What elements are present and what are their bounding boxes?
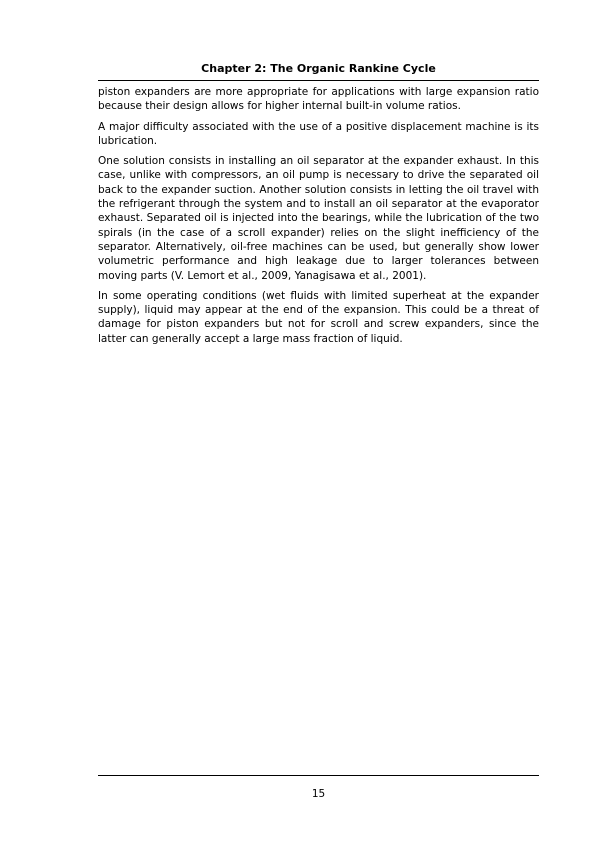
- paragraph-lubrication-difficulty: A major difficulty associated with the use of a positive displacement machine is its lubrication.: [98, 120, 539, 147]
- body-text: [98, 85, 539, 352]
- paragraph-wet-fluids: In some operating conditions (wet fluids with limited superheat at the expander supply), liquid may appear at the end of the expansion. This could be a threat of damage for piston expanders but not for scroll and screw expanders, since the latter can generally accept a large mass fraction of liquid.: [98, 289, 539, 345]
- running-header: Chapter 2: The Organic Rankine Cycle: [201, 62, 436, 75]
- paragraph-oil-separator: One solution consists in installing an oil separator at the expander exhaust. In this case, unlike with compressors, an oil pump is necessary to drive the separated oil back to the expander suction. Another solution consists in letting the oil travel with the refrigerant through the system and to install an oil separator at the evaporator exhaust. Separated oil is injected into the bearings, while the lubrication of the two spirals (in the case of a scroll expander) relies on the slight inefficiency of the separator. Alternatively, oil-free machines can be used, but generally show lower volumetric performance and high leakage due to larger tolerances between moving parts (V. Lemort et al., 2009, Yanagisawa et al., 2001).: [98, 155, 539, 282]
- paragraph-expander-ratio: piston expanders are more appropriate for applications with large expansion ratio because their design allows for higher internal built-in volume ratios.: [98, 86, 539, 113]
- footer-rule: [98, 775, 539, 776]
- header-rule: [98, 80, 539, 81]
- page-number: 15: [311, 788, 326, 800]
